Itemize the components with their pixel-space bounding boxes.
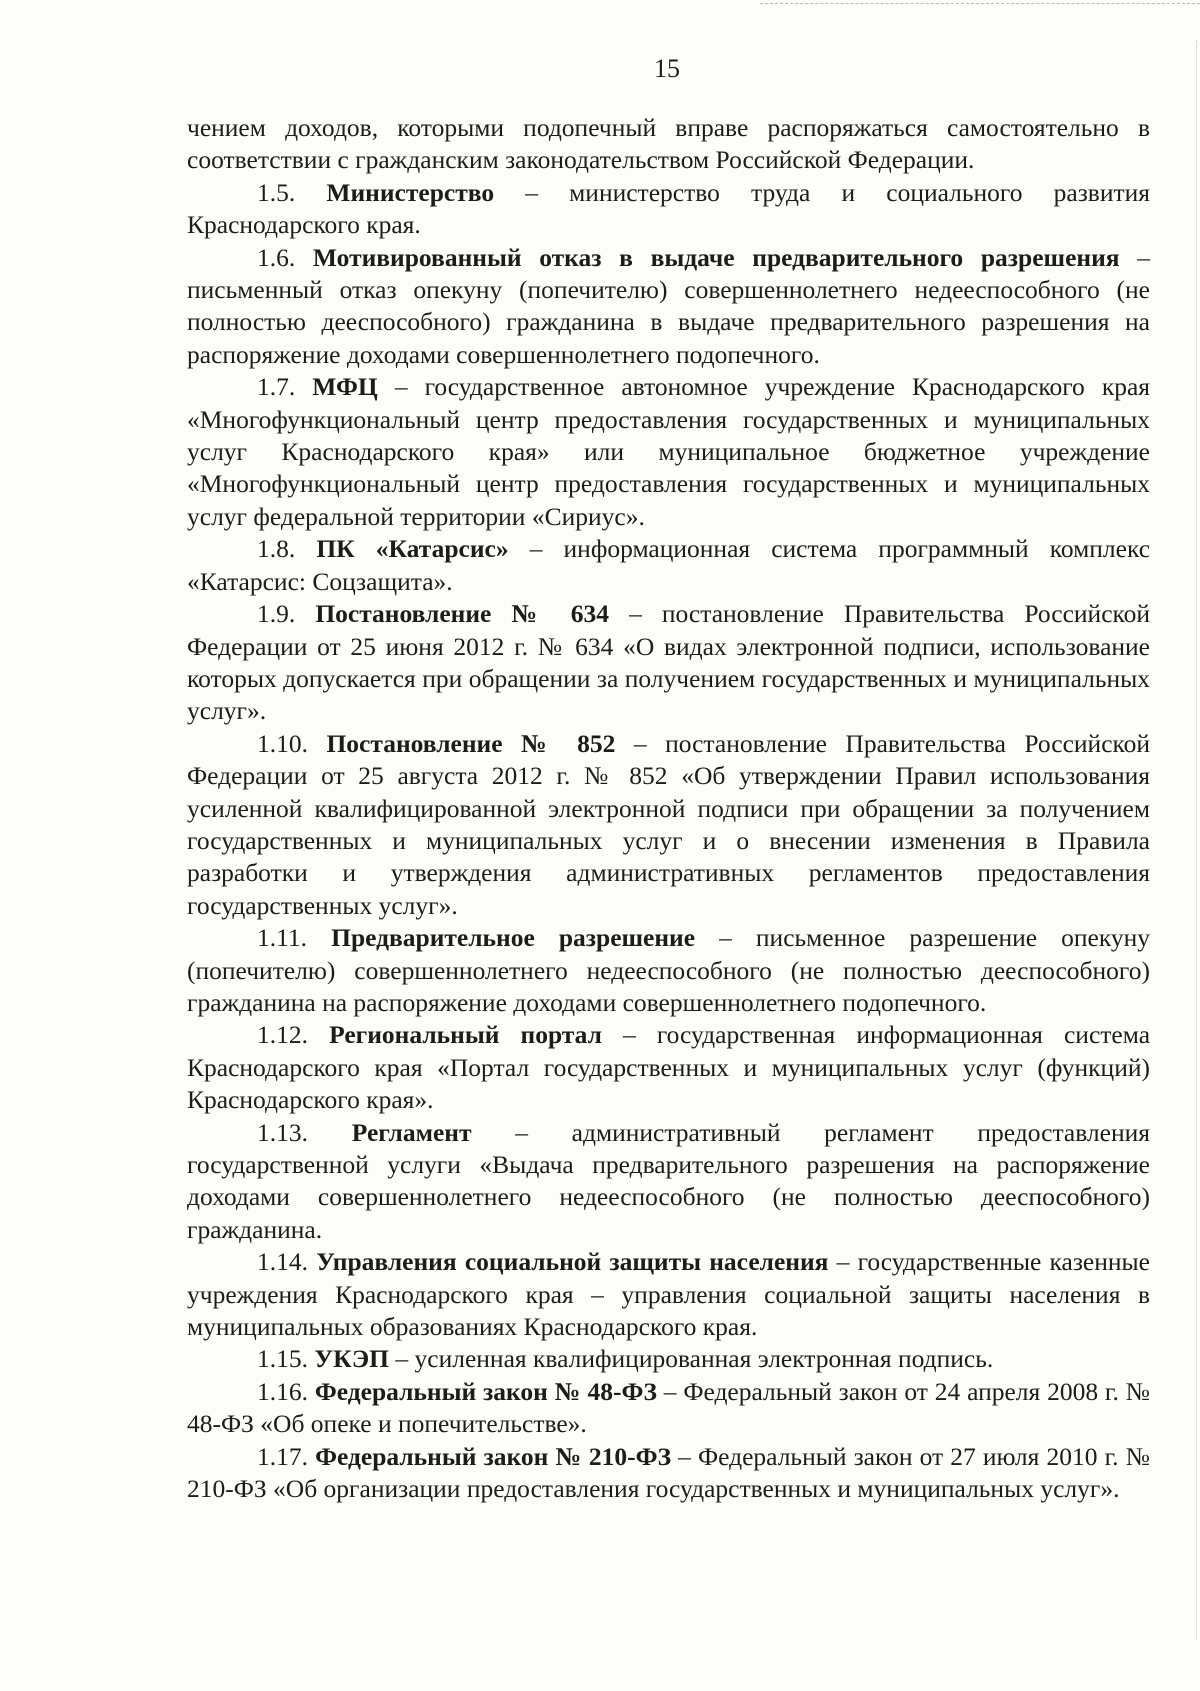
defined-term: Региональный портал	[329, 1020, 602, 1050]
definition-1-6	[187, 242, 1150, 372]
definition-text: – информационная система программный комплекс «Катарсис: Соцзащита».	[187, 534, 1151, 596]
definition-text: – письменное разрешение опекуну (попечителю) совершеннолетнего недееспособного (не полностью дееспособного) гражданина на распоряжение доходами совершеннолетнего подопечного.	[187, 923, 1151, 1017]
scan-edge-line	[760, 3, 1200, 5]
scan-edge-line	[1195, 40, 1197, 1640]
item-number: 1.15.	[257, 1344, 308, 1374]
defined-term: Постановление № 634	[315, 599, 610, 629]
definition-1-12	[187, 1019, 1150, 1116]
definition-1-8	[187, 533, 1150, 598]
definition-text: – министерство труда и социального развития Краснодарского края.	[187, 177, 1150, 240]
item-number: 1.8.	[257, 534, 296, 564]
defined-term: Федеральный закон № 48-ФЗ	[314, 1376, 657, 1406]
definition-text: – постановление Правительства Российской Федерации от 25 августа 2012 г. № 852 «Об утверждении Правил использования усиленной квалифицированной электронной подписи при обращении за получением государственных и муниципальных услуг и о внесении изменения в Правила разработки и утверждения административных регламентов предоставления государственных услуг».	[187, 728, 1151, 920]
item-number: 1.14.	[257, 1247, 308, 1277]
defined-term: ПК «Катарсис»	[316, 534, 509, 564]
defined-term: Постановление № 852	[326, 728, 616, 758]
definition-text: – государственная информационная система Краснодарского края «Портал государственных и муниципальных услуг (функций) Краснодарского края».	[187, 1020, 1151, 1115]
definition-text: – усиленная квалифицированная электронная подпись.	[395, 1344, 994, 1374]
defined-term: УКЭП	[314, 1344, 390, 1374]
page-number: 15	[654, 54, 680, 83]
definition-1-5	[187, 177, 1150, 242]
defined-term: Мотивированный отказ в выдаче предварительного разрешения	[312, 242, 1120, 272]
defined-term: МФЦ	[312, 372, 378, 402]
item-number: 1.11.	[257, 923, 308, 953]
definition-text: – административный регламент предоставления государственной услуги «Выдача предварительного разрешения на распоряжение доходами совершеннолетнего недееспособного (не полностью дееспособного) гражданина.	[187, 1117, 1150, 1244]
item-number: 1.9.	[257, 599, 296, 629]
item-number: 1.12.	[257, 1020, 308, 1050]
item-number: 1.6.	[257, 242, 296, 272]
definition-1-7	[187, 371, 1150, 533]
item-number: 1.13.	[257, 1117, 308, 1147]
definition-1-13	[187, 1117, 1150, 1247]
definition-1-17	[187, 1441, 1150, 1506]
definition-1-14	[187, 1246, 1150, 1343]
item-number: 1.10.	[257, 728, 308, 758]
definition-1-10	[187, 728, 1150, 922]
definition-text: – Федеральный закон от 27 июля 2010 г. № 210-ФЗ «Об организации предоставления государственных и муниципальных услуг».	[187, 1441, 1150, 1504]
defined-term: Федеральный закон № 210-ФЗ	[315, 1441, 672, 1471]
defined-term: Предварительное разрешение	[331, 923, 696, 953]
definition-1-11	[187, 922, 1150, 1019]
definition-text: – письменный отказ опекуну (попечителю) совершеннолетнего недееспособного (не полностью дееспособного) гражданина в выдаче предварительного разрешения на распоряжение доходами совершеннолетнего подопечного.	[187, 242, 1150, 369]
definition-text: – Федеральный закон от 24 апреля 2008 г. № 48-ФЗ «Об опеке и попечительстве».	[187, 1376, 1151, 1439]
definition-1-16	[187, 1376, 1150, 1441]
document-body	[187, 112, 1150, 1505]
defined-term: Управления социальной защиты населения	[316, 1247, 829, 1277]
paragraph-text: чением доходов, которыми подопечный вправе распоряжаться самостоятельно в соответствии с гражданским законодательством Российской Федерации.	[187, 113, 1150, 175]
item-number: 1.17.	[257, 1441, 308, 1471]
defined-term: Министерство	[326, 177, 495, 207]
definition-1-15	[187, 1343, 1150, 1375]
definition-text: – государственные казенные учреждения Краснодарского края – управления социальной защиты населения в муниципальных образованиях Краснодарского края.	[187, 1247, 1150, 1342]
paragraph-continuation	[187, 112, 1150, 177]
item-number: 1.16.	[257, 1376, 308, 1406]
definition-1-9	[187, 598, 1150, 728]
definition-text: – государственное автономное учреждение Краснодарского края «Многофункциональный центр предоставления государственных и муниципальных услуг Краснодарского края» или муниципальное бюджетное учреждение «Многофункциональный центр предоставления государственных и муниципальных услуг федеральной территории «Сириус».	[187, 372, 1151, 531]
definition-text: – постановление Правительства Российской Федерации от 25 июня 2012 г. № 634 «О видах электронной подписи, использование которых допускается при обращении за получением государственных и муниципальных услуг».	[187, 599, 1151, 726]
defined-term: Регламент	[351, 1117, 472, 1147]
item-number: 1.7.	[257, 372, 296, 402]
item-number: 1.5.	[257, 177, 296, 207]
